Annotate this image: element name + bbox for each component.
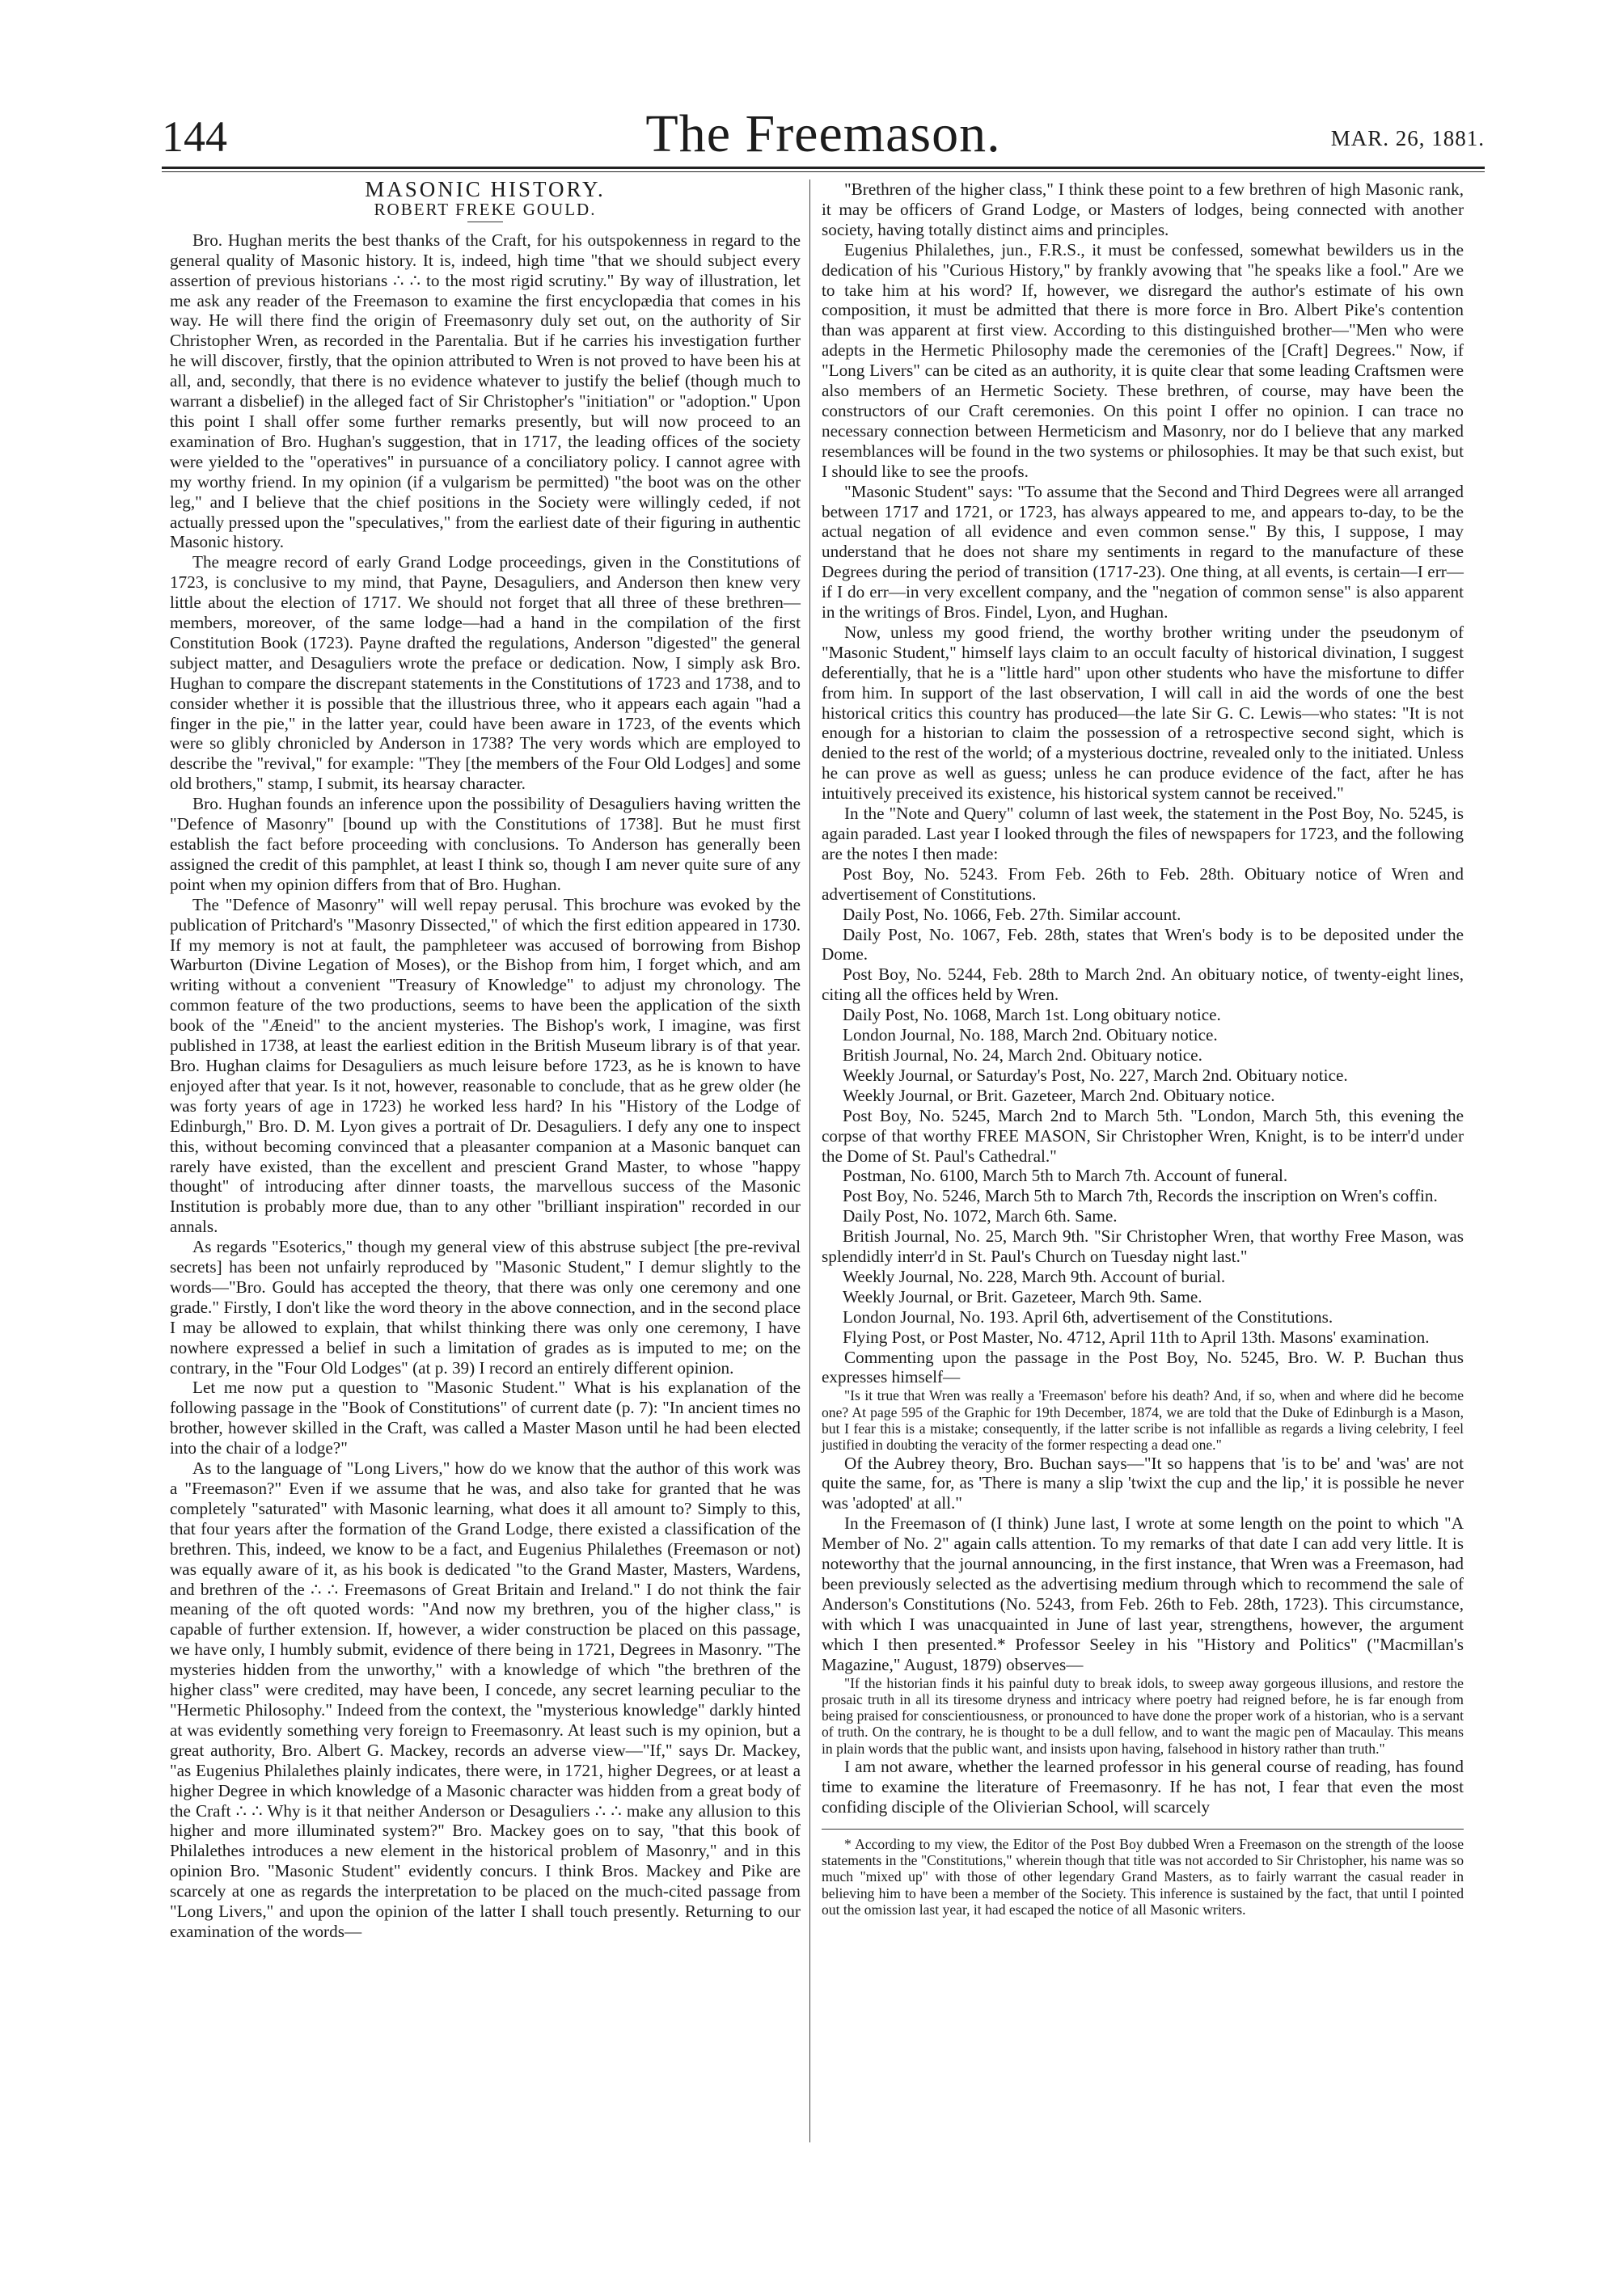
list-item: Weekly Journal, or Saturday's Post, No. 227, March 2nd. Obituary notice. [843, 1065, 1348, 1085]
paragraph: Now, unless my good friend, the worthy brother writing under the pseudonym of "Masonic Student," himself lays claim to an occult faculty of historical divination, I suggest deferentially, that he is a "little hard" upon other students who have the misfortune to differ from him. In support of the last observation, I will call in aid the words of one the best historical critics this country has produced—the late Sir G. C. Lewis—who states: "It is not enough for a historian to claim the possession of a retrospective second sight, which is denied to the rest of the world; of a mysterious doctrine, revealed only to the initiated. Unless he can prove as well as guess; unless he can produce evidence of the fact, after he has intuitively preceived its existence, his historical system cannot be received." [822, 622, 1464, 804]
list-item: Post Boy, No. 5246, March 5th to March 7th, Records the inscription on Wren's coffin. [843, 1186, 1438, 1206]
issue-date: MAR. 26, 1881. [1330, 126, 1485, 150]
list-item: Post Boy, No. 5245, March 2nd to March 5th. "London, March 5th, this evening the corpse of that worthy FREE MASON, Sir Christopher Wren, Knight, is to be interr'd under the Dome of St. Paul's Cathedral." [822, 1105, 1464, 1166]
paragraph: Let me now put a question to "Masonic Student." What is his explanation of the following passage in the "Book of Constitutions" of current date (p. 7): "In ancient times no brother, however skilled in the Craft, was called a Master Mason until he had been elected into the chair of a lodge?" [170, 1378, 801, 1458]
paragraph: The "Defence of Masonry" will well repay perusal. This brochure was evoked by the publication of Pritchard's "Masonry Dissected," of which the first edition appeared in 1730. If my memory is not at fault, the pamphleteer was accused of borrowing from Bishop Warburton (Divine Legation of Moses), or the Bishop from him, I forget which, and am writing without a convenient "Treasury of Knowledge" to adjust my chronology. The common feature of the two productions, seems to have been the application of the sixth book of the "Æneid" to the ancient mysteries. The Bishop's work, I imagine, was first published in 1738, at least the earliest edition in the British Museum library is of that year. Bro. Hughan claims for Desaguliers as much leisure before 1723, as he is known to have enjoyed after that year. Is it not, however, reasonable to conclude, that as he grew older (he was forty years of age in 1723) he worked less hard? In his "History of the Lodge of Edinburgh," Bro. D. M. Lyon gives a portrait of Dr. Desaguliers. I defy any one to inspect this, without becoming convinced that a pleasanter companion at a Masonic banquet can rarely have existed, than the excellent and prescient Grand Master, to whose "happy thought" of introducing after dinner toasts, the marvellous success of the Masonic Institution is probably more due, than to any other "brilliant inspiration" recorded in our annals. [170, 894, 801, 1237]
masthead-rule [162, 167, 1485, 169]
newspaper-entries-list [822, 864, 1464, 1348]
paragraph: The meagre record of early Grand Lodge proceedings, given in the Constitutions of 1723, is conclusive to my mind, that Payne, Desaguliers, and Anderson then knew very little about the election of 1717. We should not forget that all three of these brethren—members, moreover, of the same lodge—had a hand in the compilation of the first Constitution Book (1723). Payne drafted the regulations, Anderson "digested" the general subject matter, and Desaguliers wrote the preface or dedication. Now, I simply ask Bro. Hughan to compare the discrepant statements in the Constitutions of 1723 and 1738, and to consider whether it is possible that the illustrious three, who it appears each again "had a finger in the pie," in the latter year, could have been aware in 1723, of the events which were so glibly chronicled by Anderson in 1738? The very words which are employed to describe the "revival," for example: "They [the members of the Four Old Lodges] and some old brothers," stamp, I submit, its hearsay character. [170, 552, 801, 794]
list-item: Flying Post, or Post Master, No. 4712, April 11th to April 13th. Masons' examination. [843, 1327, 1430, 1347]
footnote-rule [822, 1829, 1464, 1830]
page-number: 144 [162, 112, 227, 161]
list-item: Daily Post, No. 1072, March 6th. Same. [843, 1206, 1118, 1226]
masthead [162, 103, 1485, 170]
list-item: Postman, No. 6100, March 5th to March 7th. Account of funeral. [843, 1166, 1288, 1186]
article-heading: MASONIC HISTORY. [365, 177, 606, 201]
column-divider [809, 179, 810, 2142]
list-item: London Journal, No. 193. April 6th, advertisement of the Constitutions. [843, 1306, 1333, 1327]
paragraph: In the "Note and Query" column of last week, the statement in the Post Boy, No. 5245, is again paraded. Last year I looked through the files of newspapers for 1723, and the following are the notes I then made: [822, 804, 1464, 863]
paragraph: In the Freemason of (I think) June last, I wrote at some length on the point to which "A Member of No. 2" again calls attention. To my remarks of that date I can add very little. It is noteworthy that the journal announcing, in the first instance, that Wren was a Freemason, had been previously selected as the advertising medium through which to recommend the sale of Anderson's Constitutions (No. 5243, from Feb. 26th to Feb. 28th, 1723). This circumstance, with which I was unacquainted in June of last year, strengthens, however, the argument which I then presented.* Professor Seeley in his "History and Politics" ("Macmillan's Magazine," August, 1879) observes— [822, 1513, 1464, 1674]
list-item: Post Boy, No. 5244, Feb. 28th to March 2nd. An obituary notice, of twenty-eight lines, citing all the offices held by Wren. [822, 964, 1464, 1005]
paragraph: Commenting upon the passage in the Post Boy, No. 5245, Bro. W. P. Buchan thus expresses himself— [822, 1347, 1464, 1387]
paragraph: "Brethren of the higher class," I think these point to a few brethren of high Masonic rank, it may be officers of Grand Lodge, or Masters of lodges, being connected with another society, having totally distinct aims and principles. [822, 179, 1464, 239]
masthead-rule-thin [162, 171, 1485, 172]
list-item: Weekly Journal, No. 228, March 9th. Account of burial. [843, 1266, 1226, 1286]
list-item: British Journal, No. 25, March 9th. "Sir Christopher Wren, that worthy Free Mason, was splendidly interr'd in St. Paul's Church on Tuesday night last." [822, 1226, 1464, 1267]
list-item: Daily Post, No. 1066, Feb. 27th. Similar account. [843, 904, 1181, 924]
list-item: Weekly Journal, or Brit. Gazeteer, March 2nd. Obituary notice. [843, 1085, 1275, 1105]
left-column [170, 179, 801, 1942]
paragraph: Bro. Hughan merits the best thanks of the Craft, for his outspokenness in regard to the general quality of Masonic history. It is, indeed, high time "that we should subject every assertion of previous historians ∴ ∴ to the most rigid scrutiny." By way of illustration, let me ask any reader of the Freemason to examine the first encyclopædia that comes in his way. He will there find the origin of Freemasonry duly set out, on the authority of Sir Christopher Wren, as recorded in the Parentalia. But if he carries his investigation further he will discover, firstly, that the opinion attributed to Wren is not proved to have been his at all, and, secondly, that there is no evidence whatever to justify the belief (though much to warrant a disbelief) in the alleged fact of Sir Christopher's "initiation" or "adoption." Upon this point I shall offer some further remarks presently, but will now proceed to an examination of Bro. Hughan's suggestion, that in 1717, the leading offices of the society were yielded to the "operatives" in pursuance of a conciliatory policy. I cannot agree with my worthy friend. In my opinion (if a vulgarism be permitted) "the boot was on the other leg," and I believe that the chief positions in the Society were willingly ceded, if not actually pressed upon the "speculatives," from the earliest date of their figuring in authentic Masonic history. [170, 230, 801, 552]
paragraph: As regards "Esoterics," though my general view of this abstruse subject [the pre-revival secrets] has been not unfairly reproduced by "Masonic Student," I demur slightly to the words—"Bro. Gould has accepted the theory, that there was only one ceremony and one grade." Firstly, I don't like the word theory in the above connection, and in the second place I may be allowed to explain, that whilst thinking there was only one ceremony, I have nowhere expressed a belief in such a limitation of grades as is imputed to me; on the contrary, in the "Four Old Lodges" (at p. 39) I record an entirely different opinion. [170, 1237, 801, 1378]
list-item: Daily Post, No. 1067, Feb. 28th, states that Wren's body is to be deposited under the Dome. [822, 924, 1464, 964]
paragraph: As to the language of "Long Livers," how do we know that the author of this work was a "Freemason?" Even if we assume that he was, and also take for granted that he was completely "saturated" with Masonic learning, what does it all amount to? Simply to this, that four years after the formation of the Grand Lodge, there existed a classification of the brethren. This, indeed, we know to be a fact, and Eugenius Philalethes (Freemason or not) was equally aware of it, as his book is dedicated "to the Grand Master, Masters, Wardens, and brethren of the ∴ ∴ Freemasons of Great Britain and Ireland." I do not think the fair meaning of the oft quoted words: "And now my brethren, you of the higher class," is capable of further extension. If, however, a wider construction be placed on this passage, we have only, I humbly submit, evidence of there being in 1721, Degrees in Masonry. "The mysteries hidden from the unworthy," with a knowledge of which "the brethren of the higher class" were credited, may have been, I concede, any secret learning peculiar to the "Hermetic Philosophy." Indeed from the context, the "mysterious knowledge" darkly hinted at was evidently something very foreign to Freemasonry. At least such is my opinion, but a great authority, Bro. Albert G. Mackey, records an adverse view—"If," says Dr. Mackey, "as Eugenius Philalethes plainly indicates, there were, in 1721, higher Degrees, or at least a higher Degree in which knowledge of a Masonic character was hidden from a great body of the Craft ∴ ∴ Why is it that neither Anderson or Desaguliers ∴ ∴ make any allusion to this higher and more illuminated system?" Bro. Mackey goes on to say, "that this book of Philalethes introduces a new element in the historical problem of Masonry," and in this opinion Bro. "Masonic Student" evidently concurs. I think Bros. Mackey and Pike are scarcely at one as regards the interpretation to be placed on the much-cited passage from "Long Livers," and upon the opinion of the latter I shall touch presently. Returning to our examination of the words— [170, 1458, 801, 1941]
article-byline: ROBERT FREKE GOULD. [374, 199, 597, 219]
block-quote: "Is it true that Wren was really a 'Freemason' before his death? And, if so, when and where did he become one? At page 595 of the Graphic for 19th December, 1874, we are told that the Duke of Edinburgh is a Mason, but I fear this is a mistake; consequently, if the latter scribe is not infallible as regards a living celebrity, I feel justified in doubting the veracity of the former respecting a dead one." [822, 1387, 1464, 1454]
paragraph: Bro. Hughan founds an inference upon the possibility of Desaguliers having written the "Defence of Masonry" [bound up with the Constitutions of 1738]. But he must first establish the fact before proceeding with conclusions. To Anderson has generally been assigned the credit of this pamphlet, at least I think so, though I am never quite sure of any point when my opinion differs from that of Bro. Hughan. [170, 794, 801, 894]
list-item: Post Boy, No. 5243. From Feb. 26th to Feb. 28th. Obituary notice of Wren and advertisement of Constitutions. [822, 863, 1464, 904]
paragraph: Eugenius Philalethes, jun., F.R.S., it must be confessed, somewhat bewilders us in the dedication of his "Curious History," by frankly avowing that "he speaks like a fool." Are we to take him at his word? If, however, we disregard the author's estimate of his own composition, it must be admitted that there is more force in Bro. Albert Pike's contention than was apparent at first view. According to this distinguished brother—"Men who were adepts in the Hermetic Philosophy made the ceremonies of the [Craft] Degrees." Now, if "Long Livers" can be cited as an authority, it is quite clear that some leading Craftsmen were also members of an Hermetic Society. These brethren, of course, may have been the constructors of our Craft ceremonies. On this point I offer no opinion. I can trace no necessary connection between Hermeticism and Masonry, nor do I believe that any marked resemblances will be found in the two systems or philosophies. It may be that such exist, but I should like to see the proofs. [822, 239, 1464, 481]
paragraph: Of the Aubrey theory, Bro. Buchan says—"It so happens that 'is to be' and 'was' are not quite the same, for, as 'There is many a slip 'twixt the cup and the lip,' it is possible he never was 'adopted' at all." [822, 1453, 1464, 1513]
paragraph: I am not aware, whether the learned professor in his general course of reading, has found time to examine the literature of Freemasonry. If he has not, I fear that even the most confiding disciple of the Olivierian School, will scarcely [822, 1757, 1464, 1817]
list-item: Daily Post, No. 1068, March 1st. Long obituary notice. [843, 1005, 1221, 1025]
list-item: British Journal, No. 24, March 2nd. Obituary notice. [843, 1045, 1202, 1065]
list-item: London Journal, No. 188, March 2nd. Obituary notice. [843, 1025, 1218, 1045]
block-quote: "If the historian finds it his painful duty to break idols, to sweep away gorgeous illusions, and restore the prosaic truth in all its tiresome dryness and intricacy where poetry had reigned before, he is far enough from being praised for conscientiousness, or pronounced to have done the proper work of a historian, who is a servant of truth. On the contrary, he is thought to be a dull fellow, and to want the magic pen of Macaulay. This means in plain words that the public want, and insists upon having, falsehood in history rather than truth." [822, 1674, 1464, 1757]
paragraph: "Masonic Student" says: "To assume that the Second and Third Degrees were all arranged between 1717 and 1721, or 1723, has always appeared to me, and appears to-day, to be the actual negation of all evidence and even common sense." By this, I suppose, I may understand that he does not share my sentiments in regard to the manufacture of these Degrees during the period of transition (1717-23). One thing, at all events, is certain—I err—if I do err—in very excellent company, and the "negation of common sense" is also apparent in the writings of Bros. Findel, Lyon, and Hughan. [822, 481, 1464, 623]
right-column [822, 179, 1464, 1918]
newspaper-title: The Freemason. [645, 104, 1001, 163]
footnote: * According to my view, the Editor of the Post Boy dubbed Wren a Freemason on the strength of the loose statements in the "Constitutions," wherein though that title was not accorded to Sir Christopher, his name was so much "mixed up" with those of other legendary Grand Masters, as to fairly warrant the casual reader in believing him to have been a member of the Society. This inference is sustained by the fact, that until I pointed out the omission last year, it had escaped the notice of all Masonic writers. [822, 1835, 1464, 1918]
list-item: Weekly Journal, or Brit. Gazeteer, March 9th. Same. [843, 1286, 1202, 1306]
